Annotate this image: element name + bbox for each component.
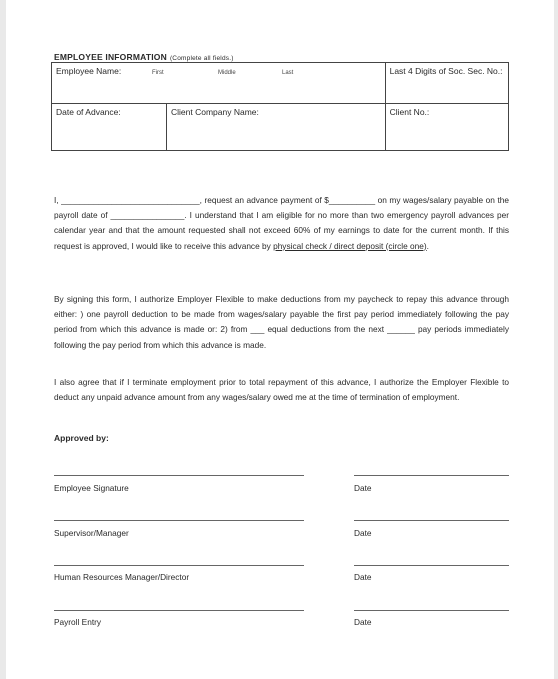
employee-name-label: Employee Name: xyxy=(56,66,122,76)
client-no-label: Client No.: xyxy=(389,107,430,117)
payment-method-choice: physical check / direct deposit (circle one) xyxy=(273,240,427,251)
hr-date-line[interactable] xyxy=(354,565,509,566)
section-title-text: EMPLOYEE INFORMATION xyxy=(54,52,167,62)
hr-date-label: Date xyxy=(354,572,372,582)
hr-signature-label: Human Resources Manager/Director xyxy=(54,572,190,582)
ssn-label: Last 4 Digits of Soc. Sec. No.: xyxy=(389,66,503,76)
form-page xyxy=(6,0,554,679)
payroll-entry-label: Payroll Entry xyxy=(54,617,102,627)
first-name-caption: First xyxy=(152,70,164,76)
approved-by-heading: Approved by: xyxy=(54,433,109,443)
last-name-caption: Last xyxy=(282,70,294,76)
employee-signature-label: Employee Signature xyxy=(54,483,129,493)
supervisor-signature-line[interactable] xyxy=(54,520,304,521)
request-text: I, ______________________________, request an advance payment of $__________ on my wages/salary payable on the payroll date of ________________. I understand that I am eligible for no more than two emergency payroll advances per calendar year and that the amount requested shall not exceed 60% of my earnings to date for the current month. If this request is approved, I would like to receive this advance by xyxy=(54,195,509,251)
payroll-date-label: Date xyxy=(354,617,372,627)
employee-name-field[interactable] xyxy=(52,63,386,104)
employee-date-label: Date xyxy=(354,483,372,493)
supervisor-date-line[interactable] xyxy=(354,520,509,521)
agreement-paragraph: I also agree that if I terminate employment prior to total repayment of this advance, I authorize the Employer Flexible to deduct any unpaid advance amount from any wages/salary owed me at the time of termination of employment. xyxy=(54,377,509,403)
employee-info-table xyxy=(51,62,509,151)
request-paragraph xyxy=(54,193,509,254)
supervisor-date-label: Date xyxy=(354,528,372,538)
employee-signature-line[interactable] xyxy=(54,475,304,476)
supervisor-signature-label: Supervisor/Manager xyxy=(54,528,129,538)
section-title xyxy=(54,52,234,62)
ssn-field[interactable] xyxy=(385,63,508,104)
date-of-advance-field[interactable] xyxy=(52,104,167,151)
client-company-field[interactable] xyxy=(167,104,386,151)
payroll-entry-line[interactable] xyxy=(54,610,304,611)
client-company-label: Client Company Name: xyxy=(171,107,259,117)
request-end: . xyxy=(426,240,429,251)
middle-name-caption: Middle xyxy=(218,70,236,76)
payroll-date-line[interactable] xyxy=(354,610,509,611)
date-of-advance-label: Date of Advance: xyxy=(56,107,121,117)
employee-date-line[interactable] xyxy=(354,475,509,476)
client-no-field[interactable] xyxy=(385,104,508,151)
authorization-paragraph: By signing this form, I authorize Employer Flexible to make deductions from my paycheck to repay this advance through either: ) one payroll deduction to be made from wages/salary payable the first pay period immediately following the pay period from which this advance is made or: 2) from ___ equal deductions from the next ______ pay periods immediately following the pay period from which this advance is made. xyxy=(54,294,509,350)
hr-signature-line[interactable] xyxy=(54,565,304,566)
section-note: (Complete all fields.) xyxy=(169,55,234,62)
